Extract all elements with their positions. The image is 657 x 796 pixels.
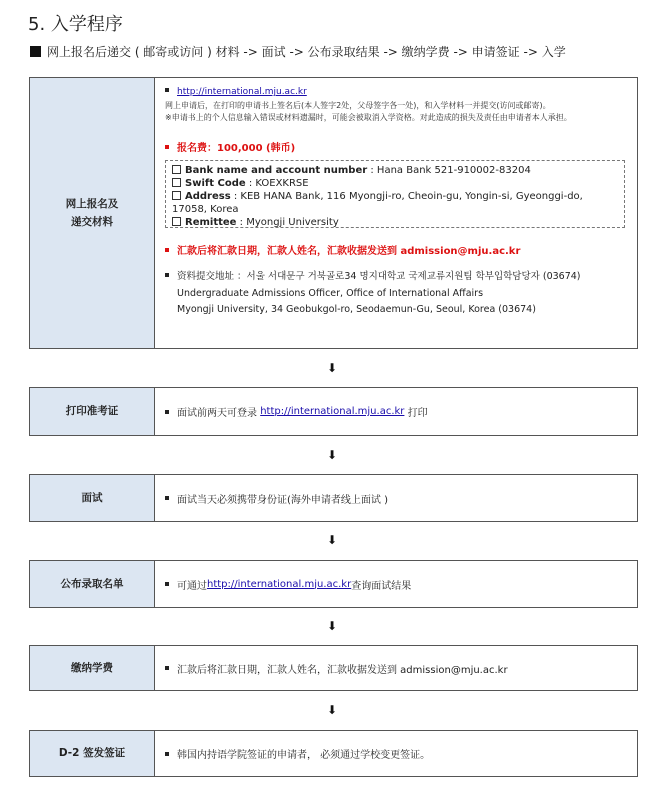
step-visa-issuance bbox=[29, 730, 638, 777]
step-body bbox=[155, 731, 637, 776]
bank-name-row: Bank name and account number : Hana Bank 521-910002-83204 bbox=[172, 164, 618, 177]
application-link[interactable]: http://international.mju.ac.kr bbox=[177, 87, 307, 97]
step-text: 面试前两天可登录 bbox=[177, 408, 257, 419]
step-label-line1: 网上报名及 bbox=[65, 197, 119, 210]
step-text: 汇款后将汇款日期，汇款人姓名，汇款收据发送到 admission@mju.ac.kr bbox=[177, 664, 508, 676]
step-text: 面试当天必须携带身份证(海外申请者线上面试 ) bbox=[177, 494, 388, 506]
down-arrow-icon: ⬇ bbox=[327, 533, 338, 547]
signature-note: 网上申请后，在打印的申请书上签名后(本人签字2处，父母签字各一处)，和入学材料一并提交(访问或邮寄)。 bbox=[165, 100, 551, 110]
checkbox-icon bbox=[172, 191, 181, 200]
square-bullet-icon bbox=[30, 46, 41, 57]
mailing-address bbox=[165, 269, 627, 319]
step-text: 韩国内持语学院签证的申请者， 必须通过学校变更签证。 bbox=[177, 750, 431, 761]
step-body bbox=[155, 561, 637, 607]
checkbox-icon bbox=[172, 217, 181, 226]
step-text-after: 查询面试结果 bbox=[351, 580, 412, 592]
down-arrow-icon: ⬇ bbox=[327, 448, 338, 462]
step-text-after: 打印 bbox=[407, 408, 428, 419]
step-label: 打印准考证 bbox=[30, 388, 155, 435]
down-arrow-icon: ⬇ bbox=[327, 361, 338, 375]
step-body bbox=[155, 388, 637, 435]
step-label bbox=[30, 78, 155, 348]
step-label: 缴纳学费 bbox=[30, 646, 155, 690]
bullet-icon bbox=[165, 582, 169, 586]
down-arrow-icon: ⬇ bbox=[327, 703, 338, 717]
step-label-line2: 递交材料 bbox=[71, 216, 113, 228]
down-arrow-icon: ⬇ bbox=[327, 619, 338, 633]
flow-text: 网上报名后递交 ( 邮寄或访问 ) 材料 -> 面试 -> 公布录取结果 -> 缴纳学费 -> 申请签证 -> 入学 bbox=[47, 45, 566, 59]
step-body bbox=[155, 78, 637, 348]
address-line1: 资料提交地址 ：서울 서대문구 거북골로34 명지대학교 국제교류지원팀 학부입학담당자 (03674) bbox=[177, 271, 581, 283]
results-link[interactable]: http://international.mju.ac.kr bbox=[207, 578, 352, 590]
application-fee: 报名费：100,000 (韩币) bbox=[165, 139, 627, 154]
bank-info-box bbox=[165, 160, 625, 228]
step-label: 面试 bbox=[30, 475, 155, 521]
swift-code-row: Swift Code : KOEXKRSE bbox=[172, 177, 618, 190]
ticket-link[interactable]: http://international.mju.ac.kr bbox=[260, 406, 405, 417]
section-title: 5. 入学程序 bbox=[28, 14, 123, 35]
bullet-icon bbox=[165, 666, 169, 670]
step-label: D-2 签发签证 bbox=[30, 731, 155, 776]
step-label: 公布录取名单 bbox=[30, 561, 155, 607]
bank-address-row: Address : KEB HANA Bank, 116 Myongji-ro, Cheoin-gu, Yongin-si, Gyeonggi-do, 17058, Korea bbox=[172, 191, 583, 216]
address-line3: Myongji University, 34 Geobukgol-ro, Seodaemun-Gu, Seoul, Korea (03674) bbox=[177, 304, 536, 316]
bullet-icon bbox=[165, 248, 169, 252]
step-online-application bbox=[29, 77, 638, 349]
checkbox-icon bbox=[172, 178, 181, 187]
bullet-icon bbox=[165, 410, 169, 414]
step-body bbox=[155, 475, 637, 521]
step-admission-results bbox=[29, 560, 638, 608]
remittee-row: Remittee : Myongji University bbox=[172, 216, 618, 228]
bullet-icon bbox=[165, 496, 169, 500]
bullet-icon bbox=[165, 273, 169, 277]
bullet-icon bbox=[165, 145, 169, 149]
send-receipt-note: 汇款后将汇款日期，汇款人姓名，汇款收据发送到 admission@mju.ac.kr bbox=[165, 242, 627, 257]
step-text: 可通过 bbox=[177, 580, 207, 592]
address-line2: Undergraduate Admissions Officer, Office of International Affairs bbox=[177, 287, 484, 299]
bullet-icon bbox=[165, 752, 169, 756]
warning-note: ※申请书上的个人信息输入错误或材料遗漏时，可能会被取消入学资格。对此造成的损失及责任由申请者本人承担。 bbox=[165, 113, 572, 123]
bullet-icon bbox=[165, 88, 169, 92]
process-flow bbox=[30, 43, 566, 60]
step-interview bbox=[29, 474, 638, 522]
step-print-admission-ticket bbox=[29, 387, 638, 436]
step-pay-tuition bbox=[29, 645, 638, 691]
checkbox-icon bbox=[172, 165, 181, 174]
step-body bbox=[155, 646, 637, 690]
